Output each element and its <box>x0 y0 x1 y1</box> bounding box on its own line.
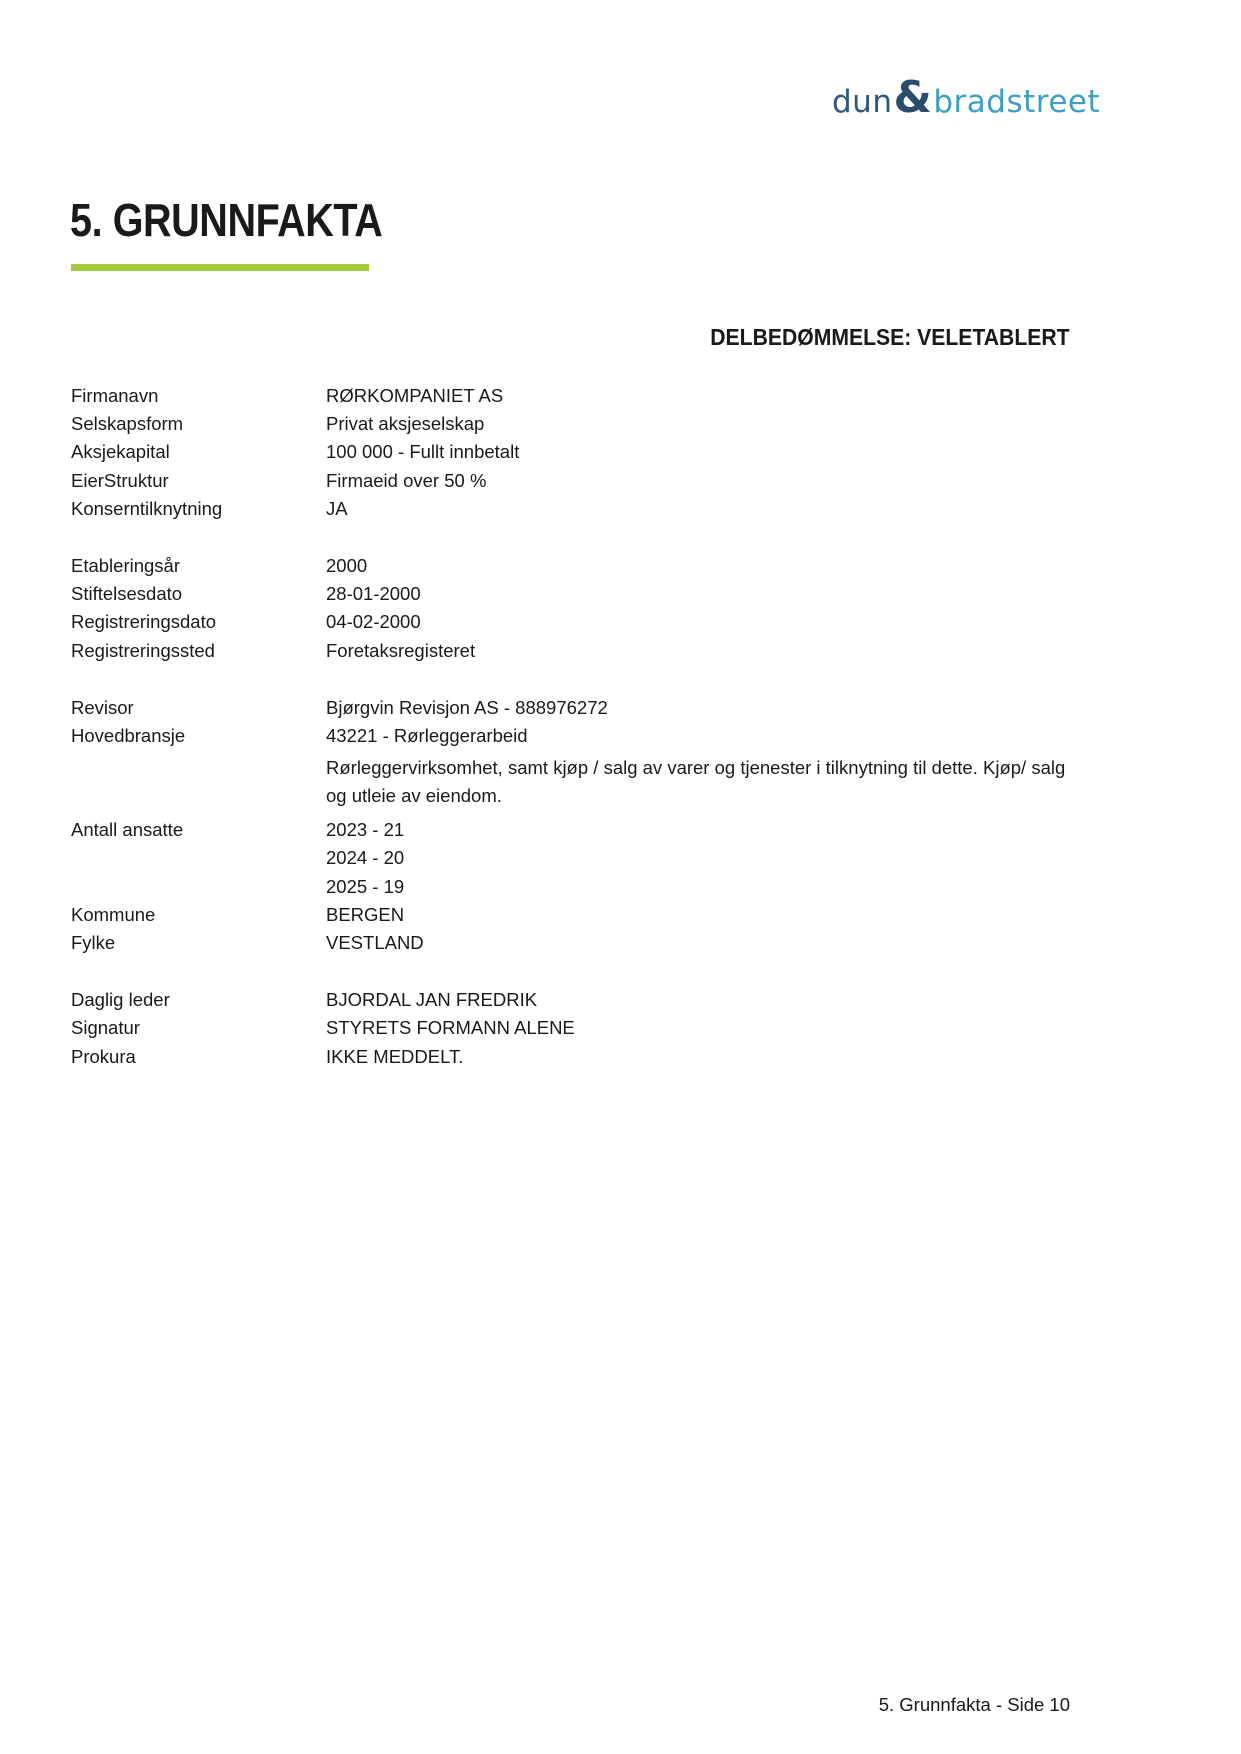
fact-label: Registreringssted <box>71 639 215 661</box>
fact-label: Stiftelsesdato <box>71 583 183 605</box>
fact-label: Hovedbransje <box>71 725 186 747</box>
rating-heading: DELBEDØMMELSE: VELETABLERT <box>710 324 1070 350</box>
fact-row-registreringssted <box>71 637 1070 665</box>
fact-row-aksjekapital <box>71 438 1070 466</box>
fact-value: BJORDAL JAN FREDRIK <box>326 989 538 1011</box>
fact-label: Daglig leder <box>71 989 170 1011</box>
fact-row-revisor <box>71 694 1070 722</box>
fact-label: Firmanavn <box>71 385 159 406</box>
fact-value: 100 000 - Fullt innbetalt <box>326 441 520 463</box>
fact-row-prokura <box>71 1043 1070 1071</box>
fact-value: Bjørgvin Revisjon AS - 888976272 <box>326 696 608 718</box>
fact-row-stiftelsesdato <box>71 580 1070 608</box>
fact-value: RØRKOMPANIET AS <box>326 385 504 406</box>
fact-label-empty <box>71 754 326 810</box>
fact-value: 2025 - 19 <box>326 875 405 897</box>
fact-value: BERGEN <box>326 903 405 925</box>
fact-value: VESTLAND <box>326 932 424 954</box>
fact-value: Firmaeid over 50 % <box>326 469 487 491</box>
fact-value: 2024 - 20 <box>326 847 405 869</box>
fact-label-empty <box>71 844 326 872</box>
fact-label: Konserntilknytning <box>71 497 223 519</box>
fact-label: Etableringsår <box>71 555 181 577</box>
fact-row-hovedbransje <box>71 722 1070 750</box>
facts-group-company <box>71 382 1070 523</box>
facts-group-management <box>71 986 1070 1071</box>
fact-value: IKKE MEDDELT. <box>326 1045 464 1067</box>
logo-text-dun: dun <box>832 84 893 120</box>
page-footer: 5. Grunnfakta - Side 10 <box>878 1694 1070 1715</box>
fact-value: 2000 <box>326 555 368 577</box>
industry-description: Rørleggervirksomhet, samt kjøp / salg av varer og tjenester i tilknytning til dette. Kjøp/ salg og utleie av eiendom. <box>326 757 1066 807</box>
fact-label: Aksjekapital <box>71 441 170 463</box>
fact-value: STYRETS FORMANN ALENE <box>326 1017 575 1039</box>
fact-value: 04-02-2000 <box>326 611 421 633</box>
fact-row-registreringsdato <box>71 608 1070 636</box>
fact-row-fylke <box>71 929 1070 957</box>
fact-row-eierstruktur <box>71 467 1070 495</box>
fact-label: Signatur <box>71 1017 140 1039</box>
fact-row-firmanavn <box>71 382 1070 410</box>
title-underline-bar <box>71 264 369 271</box>
fact-row-daglig-leder <box>71 986 1070 1014</box>
fact-row-kommune <box>71 901 1070 929</box>
fact-value: Privat aksjeselskap <box>326 413 485 435</box>
fact-label: Fylke <box>71 932 116 954</box>
fact-label: Kommune <box>71 903 156 925</box>
fact-row-antall-ansatte-3 <box>71 873 1070 901</box>
fact-row-antall-ansatte-2 <box>71 844 1070 872</box>
page-title: 5. GRUNNFAKTA <box>70 194 383 246</box>
facts-table <box>71 382 1070 1100</box>
fact-value: JA <box>326 497 348 519</box>
logo-ampersand: & <box>893 72 933 123</box>
facts-group-dates <box>71 552 1070 665</box>
fact-value: 28-01-2000 <box>326 583 421 605</box>
fact-label-empty <box>71 873 326 901</box>
fact-value: Foretaksregisteret <box>326 639 476 661</box>
fact-label: EierStruktur <box>71 469 169 491</box>
logo-text-bradstreet: bradstreet <box>933 84 1101 120</box>
facts-group-business <box>71 694 1070 957</box>
fact-row-selskapsform <box>71 410 1070 438</box>
fact-value: 2023 - 21 <box>326 819 405 841</box>
fact-row-konserntilknytning <box>71 495 1070 523</box>
fact-label: Registreringsdato <box>71 611 216 633</box>
fact-label: Revisor <box>71 696 134 718</box>
fact-label: Prokura <box>71 1045 136 1067</box>
fact-row-etableringsaar <box>71 552 1070 580</box>
dun-bradstreet-logo <box>832 72 1101 123</box>
fact-row-antall-ansatte <box>71 816 1070 844</box>
fact-label: Antall ansatte <box>71 819 184 841</box>
fact-label: Selskapsform <box>71 413 184 435</box>
fact-value: 43221 - Rørleggerarbeid <box>326 725 528 747</box>
fact-row-bransje-beskrivelse <box>71 750 1070 816</box>
fact-row-signatur <box>71 1014 1070 1042</box>
